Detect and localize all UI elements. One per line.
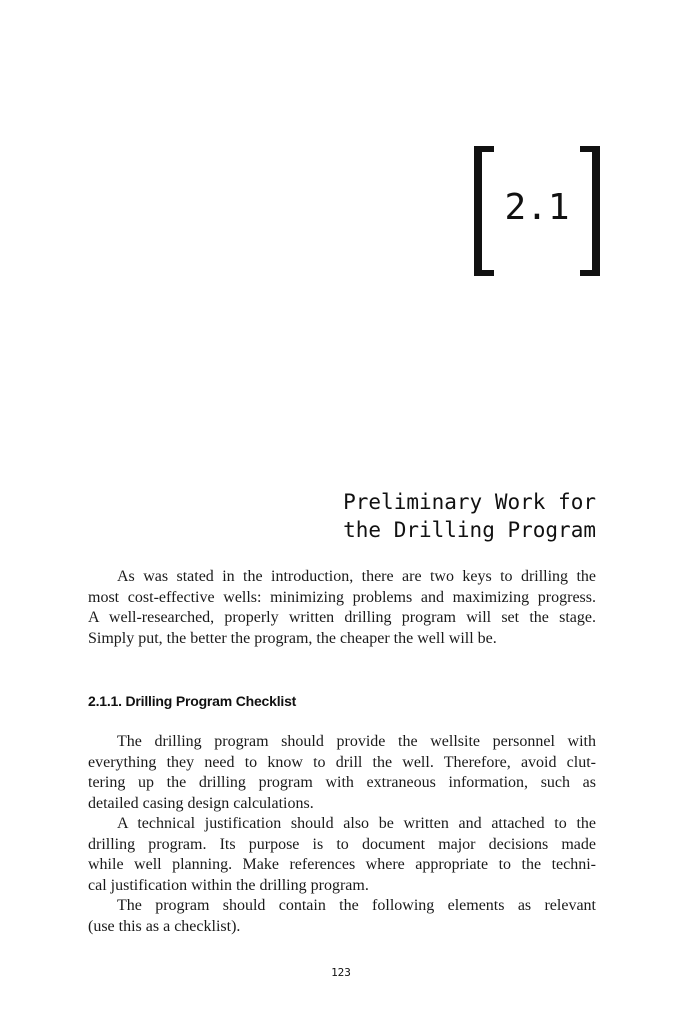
intro-paragraph — [88, 567, 596, 649]
text-line: The drilling program should provide the wellsite personnel with — [117, 733, 596, 750]
chapter-title-line-2: the Drilling Program — [343, 518, 596, 542]
left-bracket-decoration — [474, 146, 494, 276]
text-line: Simply put, the better the program, the cheaper the well will be. — [88, 629, 497, 647]
text-line: cal justification within the drilling program. — [88, 876, 369, 894]
text-line: A technical justification should also be written and attached to the — [117, 815, 596, 832]
text-line: drilling program. Its purpose is to document major decisions made — [88, 835, 596, 853]
body-paragraph-1 — [88, 732, 596, 814]
text-line: everything they need to know to drill the well. Therefore, avoid clut- — [88, 753, 596, 771]
chapter-title-line-1: Preliminary Work for — [343, 490, 596, 514]
page-number: 123 — [331, 966, 351, 979]
text-line: tering up the drilling program with extraneous information, such as — [88, 774, 596, 791]
chapter-number: 2.1 — [504, 187, 570, 228]
chapter-title — [300, 488, 596, 544]
body-paragraph-3 — [88, 896, 596, 937]
text-line: most cost-effective wells: minimizing problems and maximizing progress. — [88, 588, 596, 606]
section-heading: 2.1.1. Drilling Program Checklist — [88, 693, 297, 709]
chapter-number-mark — [474, 146, 600, 276]
text-line: while well planning. Make references where appropriate to the techni- — [88, 856, 596, 873]
text-line: A well-researched, properly written drilling program will set the stage. — [88, 609, 596, 626]
text-line: The program should contain the following elements as relevant — [117, 897, 596, 914]
body-paragraph-2 — [88, 814, 596, 896]
text-line: (use this as a checklist). — [88, 917, 241, 935]
right-bracket-decoration — [580, 146, 600, 276]
text-line: As was stated in the introduction, there are two keys to drilling the — [117, 568, 596, 585]
text-line: detailed casing design calculations. — [88, 794, 314, 812]
